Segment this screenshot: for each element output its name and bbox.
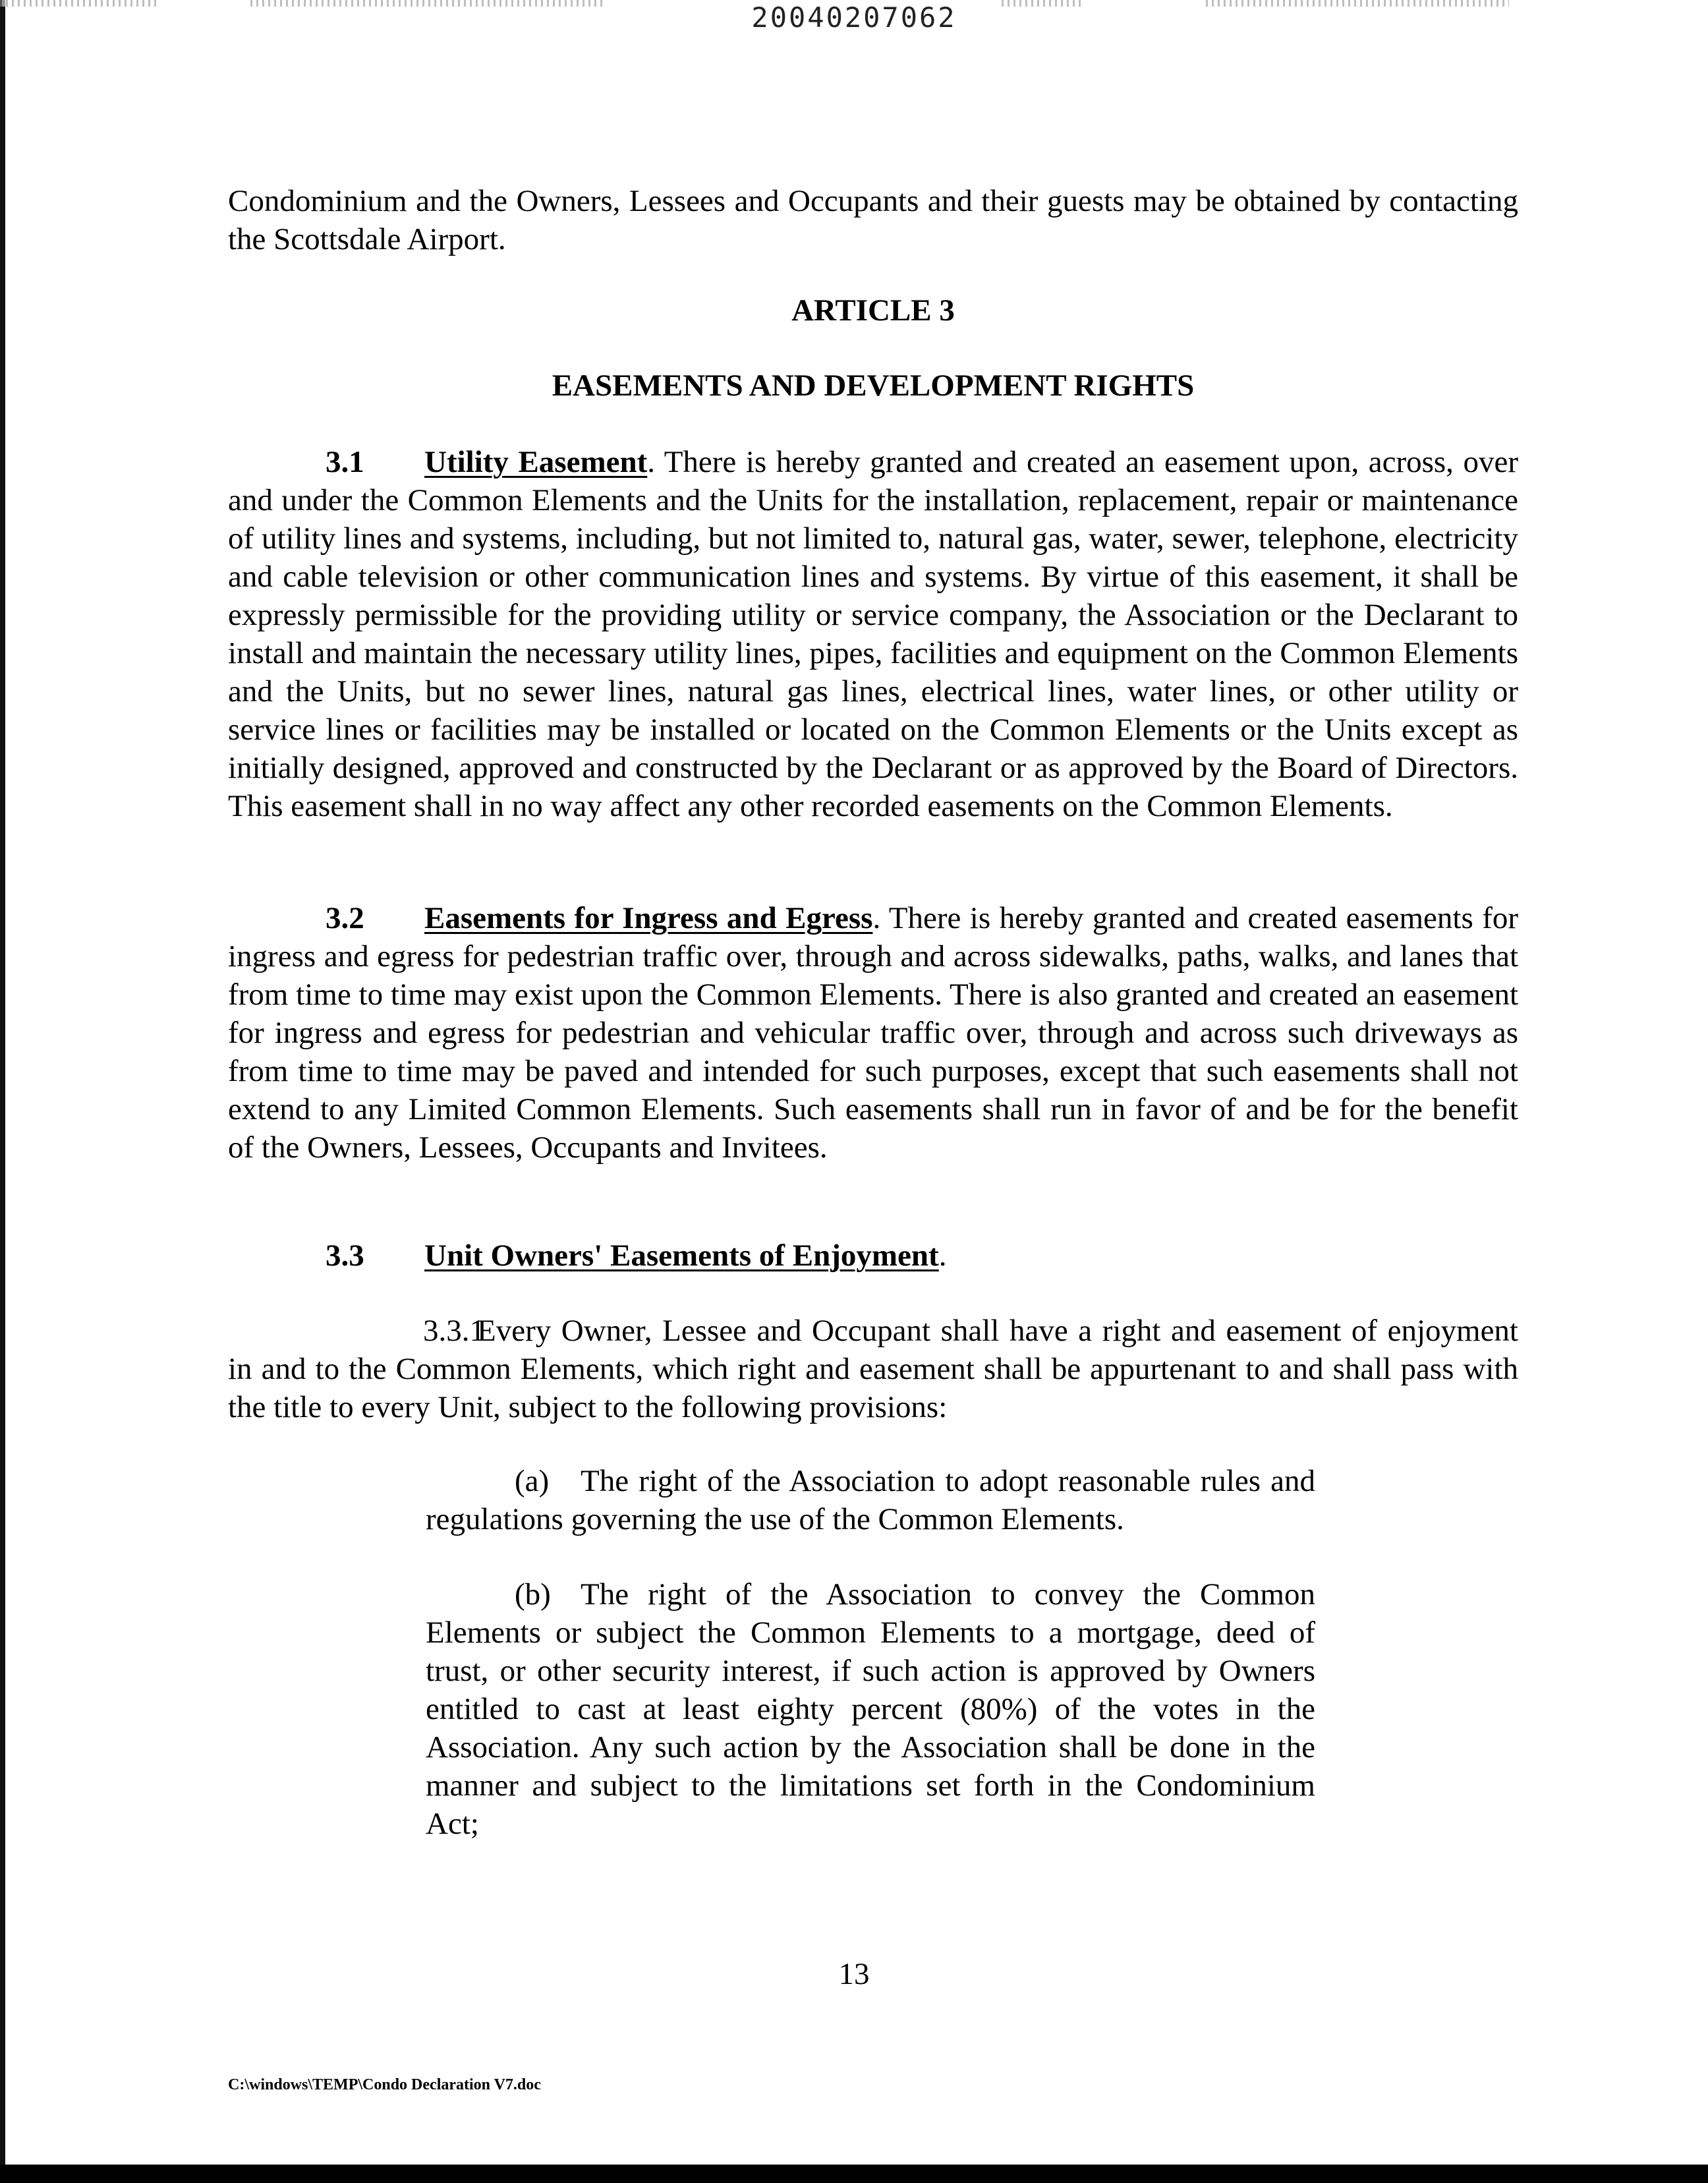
section-3-1 [228,443,1518,825]
provision-label: (b) [515,1577,551,1612]
subsection-number: 3.3.1 [423,1314,485,1348]
section-3-3 [228,1237,1518,1275]
section-title: Easements for Ingress and Egress [424,901,873,935]
section-number: 3.1 [326,445,364,479]
section-title-punct: . [938,1238,947,1273]
provision-text: The right of the Association to adopt reasonable rules and regulations governing the use of the Common Elements. [426,1464,1315,1536]
article-number: ARTICLE 3 [791,293,955,328]
section-title-punct: . [647,445,656,479]
section-title-punct: . [872,901,881,935]
article-title: EASEMENTS AND DEVELOPMENT RIGHTS [552,368,1195,403]
section-text: There is hereby granted and created an easement upon, across, over and under the Common Elements and the Units for the installation, replacement, repair or maintenance of utility lines and systems, including, but not limited to, natural gas, water, sewer, telephone, electricity and cable television or other communication lines and systems. By virtue of this easement, it shall be expressly permissible for the providing utility or service company, the Association or the Declarant to install and maintain the necessary utility lines, pipes, facilities and equipment on the Common Elements and the Units, but no sewer lines, natural gas lines, electrical lines, water lines, or other utility or service lines or facilities may be installed or located on the Common Elements or the Units except as initially designed, approved and constructed by the Declarant or as approved by the Board of Directors. This easement shall in no way affect any other recorded easements on the Common Elements. [228,445,1518,823]
subsection-text: Every Owner, Lessee and Occupant shall have a right and easement of enjoyment in and to the Common Elements, which right and easement shall be appurtenant to and shall pass with the title to every Unit, subject to the following provisions: [228,1314,1518,1424]
provision-b [426,1575,1315,1843]
page-number: 13 [838,1957,870,1991]
section-3-2 [228,899,1518,1167]
section-title: Unit Owners' Easements of Enjoyment [424,1238,939,1273]
subsection-3-3-1 [228,1312,1518,1426]
file-path: C:\windows\TEMP\Condo Declaration V7.doc [228,2076,541,2093]
provision-text: The right of the Association to convey the Common Elements or subject the Common Elements to a mortgage, deed of trust, or other security interest, if such action is approved by Owners entitled to cast at least eighty percent (80%) of the votes in the Association. Any such action by the Association shall be done in the manner and subject to the limitations set forth in the Condominium Act; [426,1577,1315,1841]
section-number: 3.3 [326,1238,364,1273]
provision-a [426,1462,1315,1538]
scan-edge-bottom [0,2165,1708,2183]
section-title: Utility Easement [424,445,648,479]
section-text: There is hereby granted and created easements for ingress and egress for pedestrian traffic over, through and across sidewalks, paths, walks, and lanes that from time to time may exist upon the Common Elements. There is also granted and created an easement for ingress and egress for pedestrian and vehicular traffic over, through and across such driveways as from time to time may be paved and intended for such purposes, except that such easements shall not extend to any Limited Common Elements. Such easements shall run in favor of and be for the benefit of the Owners, Lessees, Occupants and Invitees. [228,901,1518,1165]
section-number: 3.2 [326,901,364,935]
provision-label: (a) [515,1464,550,1498]
scan-edge-left [0,0,5,2183]
recording-number: 20040207062 [751,1,957,34]
intro-paragraph: Condominium and the Owners, Lessees and Occupants and their guests may be obtained by contacting the Scottsdale Airport. [228,184,1518,256]
